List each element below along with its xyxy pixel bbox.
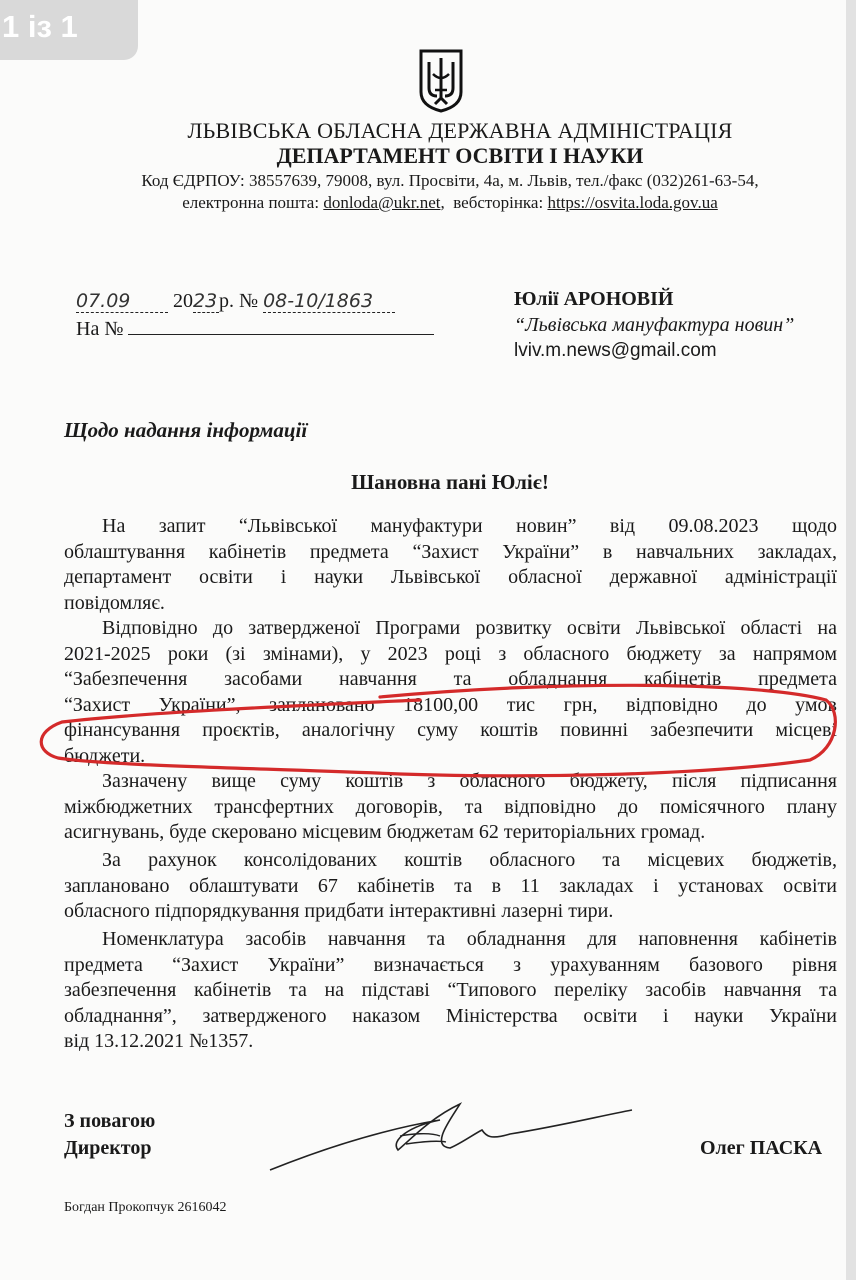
org-title: ЛЬВІВСЬКА ОБЛАСНА ДЕРЖАВНА АДМІНІСТРАЦІЯ	[187, 118, 733, 143]
incoming-number-blank	[128, 316, 434, 335]
text-line: За рахунок консолідованих коштів обласного та місцевих бюджетів,	[102, 849, 837, 871]
letter-subject: Щодо надання інформації	[64, 418, 308, 442]
text-line: 2021-2025 роки (зі змінами), у 2023 році з обласного бюджету за напрямом	[64, 642, 837, 665]
handwritten-date: 07.09	[76, 290, 168, 313]
signer-position: Директор	[64, 1137, 152, 1159]
text-line: заплановано облаштувати 67 кабінетів та в 11 закладах і установах освіти	[64, 874, 837, 897]
signer-name: Олег ПАСКА	[700, 1137, 823, 1159]
recipient-org: “Львівська мануфактура новин”	[514, 314, 795, 336]
text-line: Номенклатура засобів навчання та обладнання для наповнення кабінетів	[102, 928, 837, 950]
text-line: департамент освіти і науки Львівської обласної державної адміністрації	[64, 566, 837, 588]
coat-of-arms-icon	[418, 48, 464, 114]
department-title: ДЕПАРТАМЕНТ ОСВІТИ І НАУКИ	[276, 143, 644, 168]
handwritten-year: 23	[193, 290, 218, 312]
text-line: повідомляє.	[64, 591, 165, 614]
paragraph-budget	[64, 616, 837, 769]
year-prefix: 20	[173, 290, 193, 312]
handwritten-number: 08-10/1863	[263, 290, 395, 313]
text-line: асигнувань, буде скеровано місцевим бюджетам 62 територіальних громад.	[64, 821, 706, 843]
text-line: обладнання”, затвердженого наказом Міністерства освіти і науки України	[64, 1004, 837, 1027]
signature-image	[260, 1090, 640, 1180]
org-contacts: електронна пошта: donloda@ukr.net, вебсторінка: https://osvita.loda.gov.ua	[182, 193, 718, 212]
page-edge	[846, 0, 856, 1280]
text-line: від 13.12.2021 №1357.	[64, 1030, 254, 1052]
text-line: “Захист України”, заплановано 18100,00 тис грн, відповідно до умов	[64, 693, 837, 716]
org-address: Код ЄДРПОУ: 38557639, 79008, вул. Просвіти, 4а, м. Львів, тел./факс (032)261-63-54,	[141, 171, 759, 190]
text-line: Зазначену вище суму коштів з обласного бюджету, після підписання	[102, 770, 837, 792]
email-label: електронна пошта:	[182, 193, 320, 212]
page-counter: 1 із 1	[0, 0, 138, 60]
recipient-name: Юлії АРОНОВІЙ	[514, 288, 674, 310]
outgoing-reference	[76, 290, 395, 313]
text-line: бюджети.	[64, 744, 146, 767]
incoming-number-label: На №	[76, 318, 124, 340]
greeting: Шановна пані Юліє!	[351, 470, 549, 494]
text-line: “Забезпечення засобами навчання та обладнання кабінетів предмета	[64, 668, 837, 690]
text-line: облаштування кабінетів предмета “Захист України” в навчальних закладах,	[64, 540, 837, 563]
executor-info: Богдан Прокопчук 2616042	[64, 1200, 227, 1215]
recipient-email: lviv.m.news@gmail.com	[514, 340, 717, 361]
paragraph-transfers	[64, 769, 837, 846]
org-web-link[interactable]: https://osvita.loda.gov.ua	[547, 193, 718, 212]
org-email-link[interactable]: donloda@ukr.net	[323, 193, 441, 212]
text-line: забезпечення кабінетів та на підставі “Типового переліку засобів навчання та	[64, 979, 837, 1001]
paragraph-cabinets	[64, 848, 837, 925]
number-label: р. №	[219, 290, 259, 312]
text-line: предмета “Захист України” визначається з урахуванням базового рівня	[64, 953, 837, 976]
incoming-reference	[76, 316, 434, 341]
text-line: фінансування проєктів, аналогічну суму коштів повинні забезпечити місцеві	[64, 719, 837, 741]
text-line: міжбюджетних трансфертних договорів, та відповідно до помісячного плану	[64, 795, 837, 818]
text-line: На запит “Львівської мануфактури новин” від 09.08.2023 щодо	[102, 515, 837, 537]
paragraph-nomenclature	[64, 927, 837, 1055]
web-label: вебсторінка:	[453, 193, 544, 212]
paragraph-request	[64, 514, 837, 616]
text-line: обласного підпорядкування придбати інтерактивні лазерні тири.	[64, 900, 614, 922]
text-line: Відповідно до затвердженої Програми розвитку освіти Львівської області на	[102, 617, 837, 639]
closing-regards: З повагою	[64, 1110, 156, 1132]
